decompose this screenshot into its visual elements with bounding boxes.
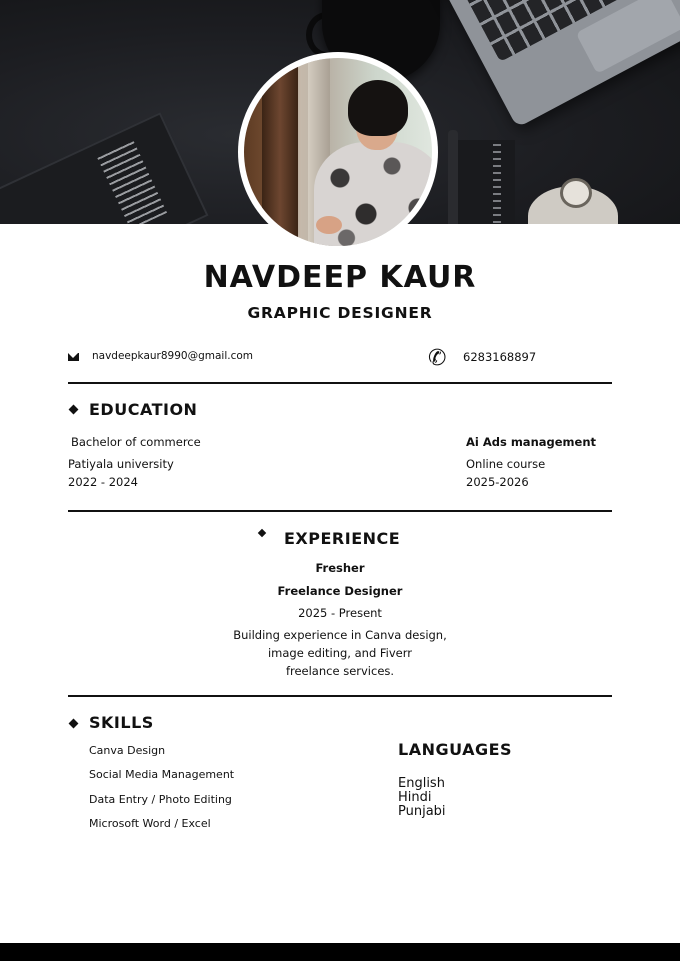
experience-description-line: freelance services. [285, 664, 395, 678]
bullet-diamond-icon [258, 529, 266, 537]
laptop-decoration [428, 0, 680, 128]
skill-item: Data Entry / Photo Editing [89, 793, 232, 806]
education-years-1: 2022 - 2024 [68, 475, 138, 489]
skill-item: Canva Design [89, 744, 166, 757]
experience-description-line: Building experience in Canva design, [233, 628, 447, 642]
education-institution-2: Online course [466, 457, 546, 471]
divider [68, 695, 612, 697]
footer-bar [0, 943, 680, 961]
pen-decoration [448, 130, 458, 224]
language-item: Punjabi [398, 804, 446, 819]
education-years-2: 2025-2026 [466, 475, 529, 489]
education-institution-1: Patiyala university [68, 457, 174, 471]
bullet-diamond-icon [69, 405, 79, 415]
experience-period: 2025 - Present [298, 606, 382, 620]
experience-level: Fresher [315, 561, 365, 575]
phone-icon: ✆ [428, 346, 447, 371]
education-degree-2: Ai Ads management [466, 435, 597, 449]
phone-text[interactable]: 6283168897 [463, 350, 537, 364]
envelope-icon [68, 353, 79, 361]
vase-neck-decoration [560, 178, 592, 208]
skills-title: SKILLS [89, 713, 154, 732]
bullet-diamond-icon [69, 719, 79, 729]
divider [68, 510, 612, 512]
divider [68, 382, 612, 384]
skill-item: Social Media Management [89, 768, 235, 781]
experience-description-line: image editing, and Fiverr [267, 646, 413, 660]
candidate-name: NAVDEEP KAUR [203, 260, 477, 295]
languages-title: LANGUAGES [398, 740, 513, 759]
contact-row [68, 348, 612, 370]
experience-position: Freelance Designer [277, 584, 403, 598]
language-item: English [398, 776, 445, 791]
education-title: EDUCATION [89, 400, 198, 419]
language-item: Hindi [398, 790, 432, 805]
candidate-role: GRAPHIC DESIGNER [247, 304, 433, 322]
notepad-decoration [455, 140, 515, 224]
education-degree-1: Bachelor of commerce [71, 435, 201, 449]
experience-title: EXPERIENCE [284, 529, 401, 548]
profile-photo [238, 52, 438, 252]
email-text[interactable]: navdeepkaur8990@gmail.com [92, 350, 254, 362]
skill-item: Microsoft Word / Excel [89, 817, 211, 830]
